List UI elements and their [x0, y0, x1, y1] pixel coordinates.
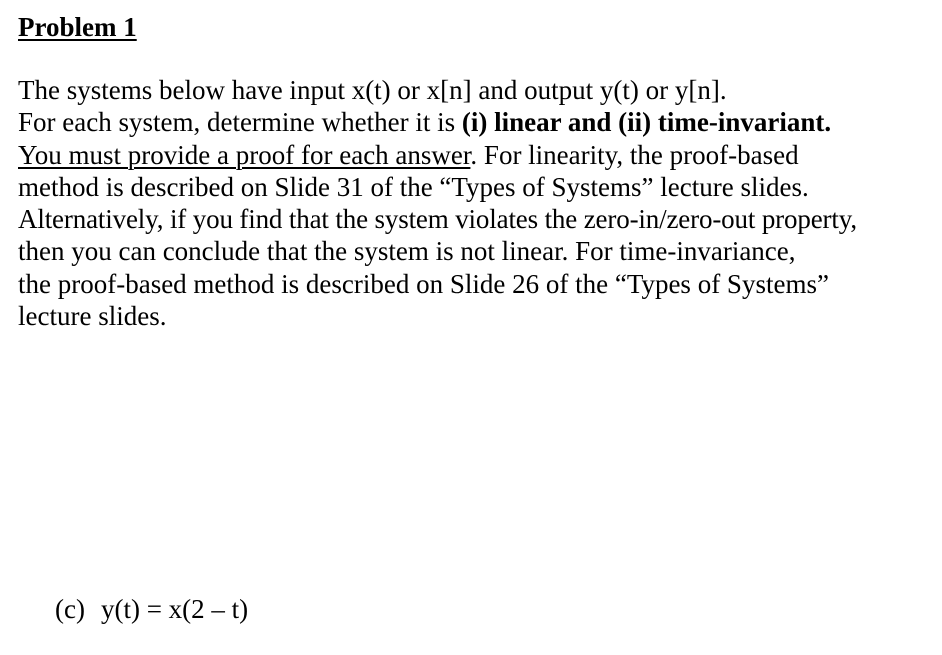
line3-suffix: . For linearity, the proof-based — [470, 139, 799, 170]
description-line-4: method is described on Slide 31 of the “Types of Systems” lecture slides. — [18, 171, 809, 202]
proof-requirement: You must provide a proof for each answer — [18, 139, 471, 170]
problem-description — [18, 74, 933, 332]
description-line-3 — [18, 139, 933, 171]
description-line-6: then you can conclude that the system is not linear. For time-invariance, — [18, 236, 796, 267]
line2-prefix: For each system, determine whether it is — [18, 107, 462, 138]
description-line-1: The systems below have input x(t) or x[n] and output y(t) or y[n]. — [18, 75, 727, 105]
problem-title: Problem 1 — [18, 12, 137, 42]
item-label: (c) — [55, 594, 85, 624]
item-equation: y(t) = x(2 – t) — [100, 594, 249, 624]
line2-suffix: . — [824, 107, 832, 138]
description-line-2 — [18, 106, 933, 138]
line2-bold-phrase: (i) linear and (ii) time-invariant — [461, 107, 825, 138]
description-line-8: lecture slides. — [18, 301, 167, 332]
problem-item-c — [55, 590, 248, 628]
description-line-5: Alternatively, if you find that the system violates the zero-in/zero-out property, — [18, 204, 857, 235]
description-line-7: the proof-based method is described on Slide 26 of the “Types of Systems” — [18, 268, 829, 299]
